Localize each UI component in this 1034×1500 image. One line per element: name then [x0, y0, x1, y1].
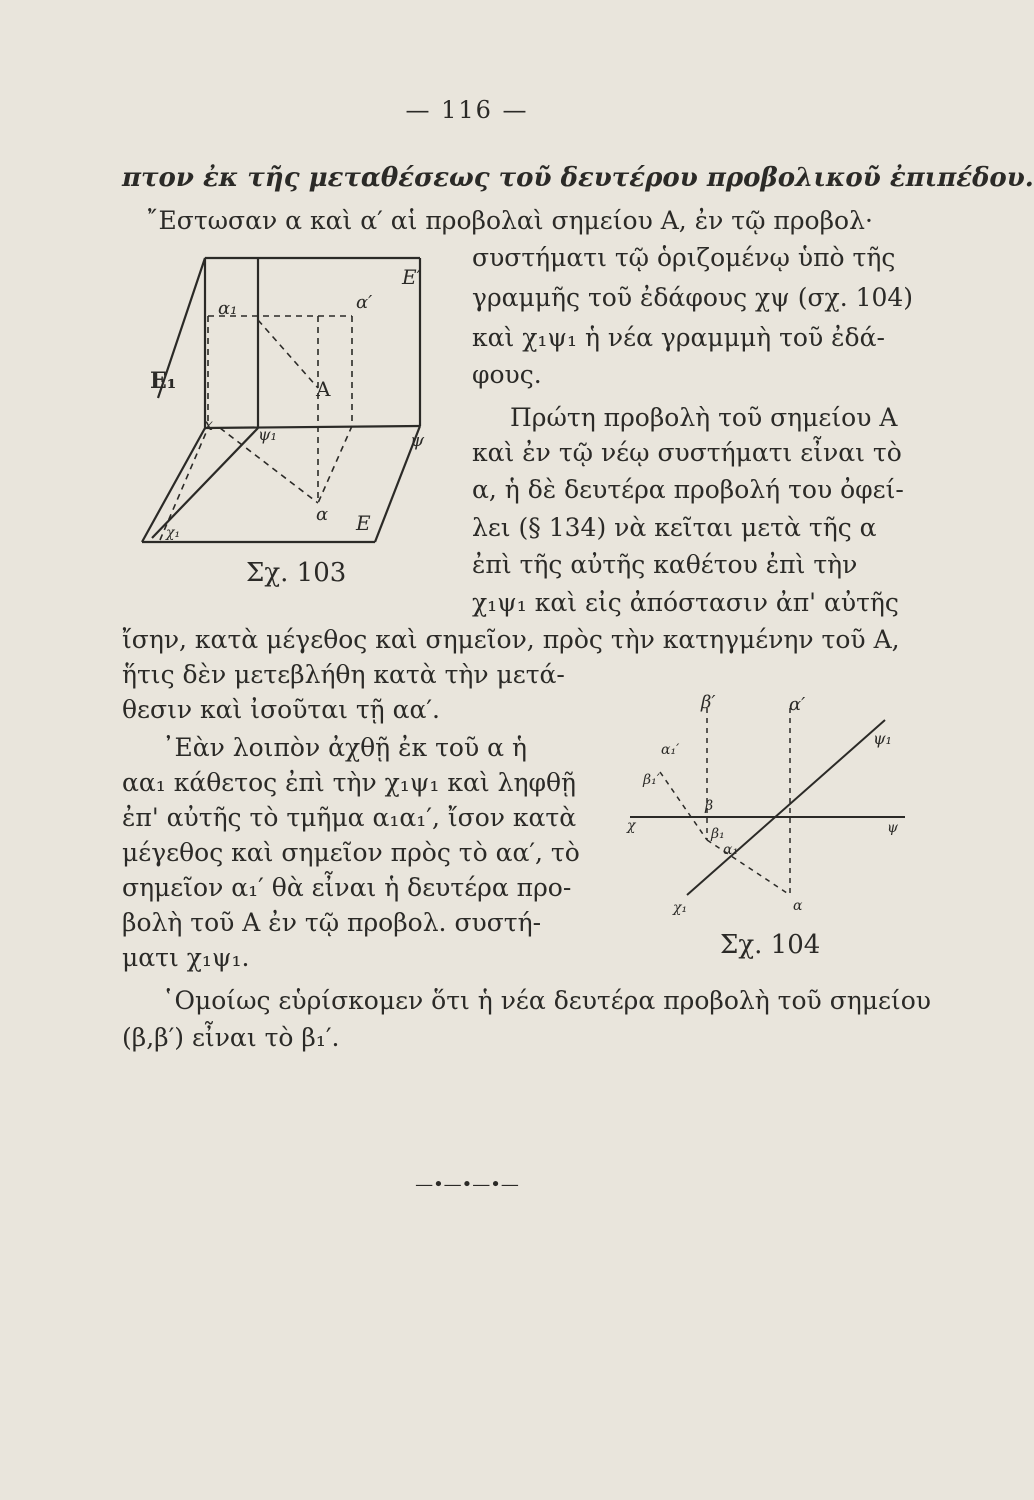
- figure-103: [130, 248, 450, 558]
- text-line: ῾Ομοίως εὑρίσκομεν ὅτι ἡ νέα δευτέρα προβολὴ τοῦ σημείου: [162, 986, 931, 1015]
- text-line: λει (§ 134) νὰ κεῖται μετὰ τῆς α: [472, 513, 877, 542]
- figure-104-caption: Σχ. 104: [720, 930, 821, 960]
- fig104-label: ψ: [887, 820, 898, 836]
- fig103-label: α₁: [218, 298, 238, 319]
- text-line: πτον ἐκ τῆς μεταθέσεως τοῦ δευτέρου προβολικοῦ ἐπιπέδου.: [122, 163, 1034, 193]
- text-line: ἐπὶ τῆς αὐτῆς καθέτου ἐπὶ τὴν: [472, 550, 858, 579]
- text-line: μέγεθος καὶ σημεῖον πρὸς τὸ αα′, τὸ: [122, 838, 580, 867]
- text-line: θεσιν καὶ ἰσοῦται τῇ αα′.: [122, 695, 440, 724]
- text-line: ᾿Εὰν λοιπὸν ἀχθῇ ἐκ τοῦ α ἡ: [162, 733, 527, 762]
- fig103-label: E′: [402, 265, 422, 289]
- fig104-dashed-b1: [660, 772, 707, 840]
- text-line: ματι χ₁ψ₁.: [122, 943, 250, 972]
- text-line: Πρώτη προβολὴ τοῦ σημείου Α: [510, 403, 898, 432]
- text-line: ἴσην, κατὰ μέγεθος καὶ σημεῖον, πρὸς τὴν κατηγμένην τοῦ Α,: [122, 625, 900, 654]
- fig103-label: α: [316, 504, 329, 525]
- page-number: — 116 —: [405, 96, 529, 124]
- fig104-label: β₁′: [643, 772, 660, 788]
- fig103-label: χ₁: [166, 525, 181, 541]
- fig104-label: α₁′: [661, 742, 680, 758]
- text-line: καὶ χ₁ψ₁ ἡ νέα γραμμμὴ τοῦ ἐδά-: [472, 323, 885, 352]
- text-line: ἐπ' αὐτῆς τὸ τμῆμα α₁α₁′, ἴσον κατὰ: [122, 803, 577, 832]
- fig103-label: x: [204, 415, 214, 434]
- fig103-label: E: [356, 511, 371, 535]
- text-line: φους.: [472, 360, 542, 389]
- text-line: γραμμῆς τοῦ ἐδάφους χψ (σχ. 104): [472, 283, 914, 312]
- fig104-label: χ₁: [673, 900, 688, 916]
- fig104-label: β′: [701, 692, 716, 713]
- figure-104: [625, 690, 915, 935]
- text-line: σημεῖον α₁′ θὰ εἶναι ἡ δευτέρα προ-: [122, 873, 572, 902]
- fig104-label: α₁: [723, 842, 739, 858]
- fig104-label: α′: [789, 694, 806, 715]
- ornament-divider: —•—•—•—: [415, 1174, 519, 1195]
- fig104-label: α: [793, 898, 803, 914]
- text-line: καὶ ἐν τῷ νέῳ συστήματι εἶναι τὸ: [472, 438, 902, 467]
- text-line: ῎Εστωσαν α καὶ α′ αἱ προβολαὶ σημείου Α, ἐν τῷ προβολ·: [146, 206, 873, 235]
- fig103-dashed-diag: [258, 320, 318, 388]
- fig103-dashed-down: [318, 426, 352, 503]
- text-line: ἥτις δὲν μετεβλήθη κατὰ τὴν μετά-: [122, 660, 565, 689]
- fig103-label: E₁: [150, 368, 177, 394]
- fig104-new-ground-line: [687, 720, 885, 895]
- text-line: βολὴ τοῦ Α ἐν τῷ προβολ. συστή-: [122, 908, 542, 937]
- fig103-label: α′: [356, 292, 373, 313]
- fig104-label: β₁: [711, 826, 725, 842]
- figure-103-caption: Σχ. 103: [246, 558, 347, 588]
- text-line: συστήματι τῷ ὁριζομένῳ ὑπὸ τῆς: [472, 243, 896, 272]
- fig104-label: β: [705, 798, 714, 814]
- fig103-left-plane: [142, 258, 205, 542]
- text-line: α, ἡ δὲ δευτέρα προβολή του ὀφεί-: [472, 475, 904, 504]
- fig103-ground-line: [205, 426, 420, 428]
- fig104-label: χ: [627, 818, 636, 834]
- text-line: αα₁ κάθετος ἐπὶ τὴν χ₁ψ₁ καὶ ληφθῇ: [122, 768, 576, 797]
- text-line: (β,β′) εἶναι τὸ β₁′.: [122, 1023, 340, 1052]
- fig103-label: ψ: [410, 430, 425, 451]
- fig104-label: ψ₁: [873, 729, 892, 748]
- fig103-label: A: [316, 377, 331, 401]
- text-line: χ₁ψ₁ καὶ εἰς ἀπόστασιν ἀπ' αὐτῆς: [472, 588, 899, 617]
- fig103-label: ψ₁: [258, 425, 277, 444]
